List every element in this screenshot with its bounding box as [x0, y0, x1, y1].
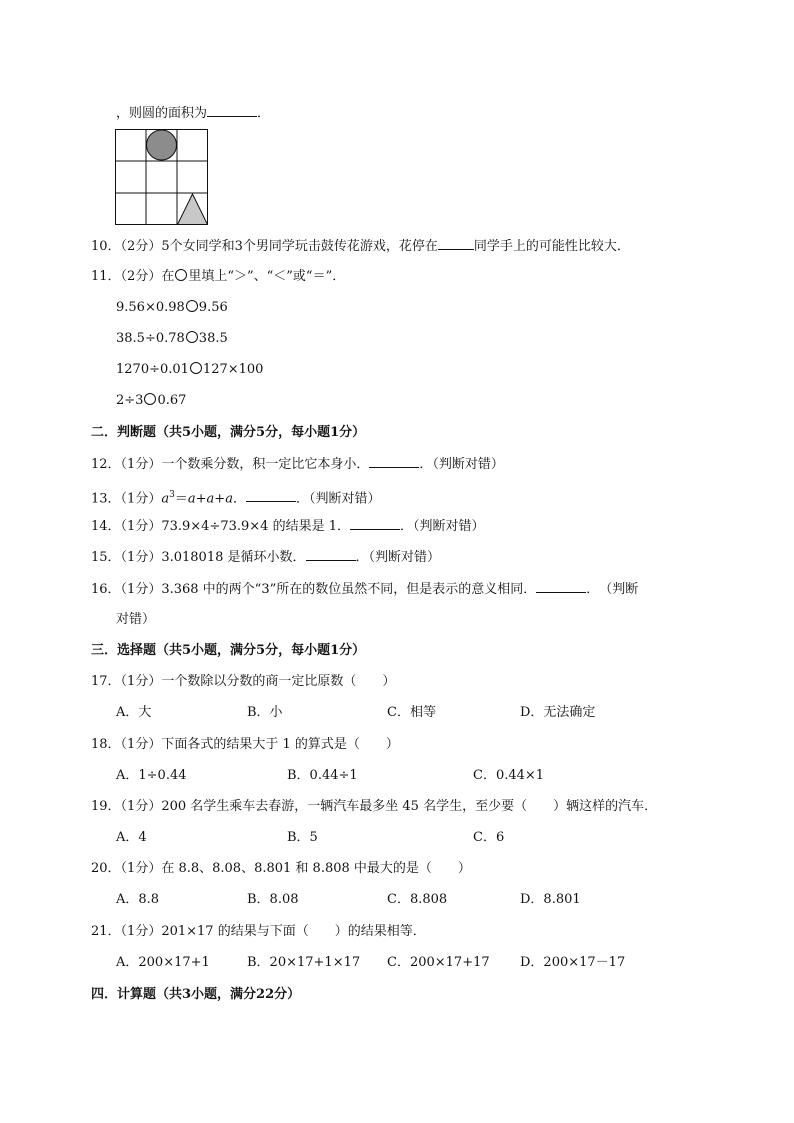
q13-answer-blank	[246, 489, 296, 502]
q18-text: 下面各式的结果大于 1 的算式是（ ）	[161, 737, 399, 752]
q17-number: 17．（1分）	[91, 674, 162, 689]
q21-option-c[interactable]: C．200×17+17	[387, 955, 490, 970]
q11-left: 2÷3	[116, 393, 144, 408]
q16-number: 16．（1分）	[91, 582, 162, 597]
q13-term: a	[225, 491, 233, 507]
question-18	[91, 736, 399, 754]
grid-figure	[115, 129, 208, 225]
compare-circle-icon	[144, 393, 156, 405]
q14-answer-blank	[350, 517, 400, 530]
grid-figure-svg	[115, 129, 208, 225]
q19-option-a[interactable]: A．4	[116, 830, 147, 845]
question-14	[91, 517, 485, 536]
question-21	[91, 923, 426, 941]
q12-number: 12．（1分）	[91, 457, 162, 472]
q20-option-d[interactable]: D．8.801	[520, 892, 581, 907]
q13-term: a	[187, 491, 196, 507]
question-15	[91, 548, 440, 567]
q13-var: a	[161, 491, 170, 507]
q18-option-c[interactable]: C．0.44×1	[473, 768, 545, 783]
compare-circle-icon	[186, 300, 198, 312]
q16-tail: ． （判断	[586, 582, 639, 597]
q20-option-c[interactable]: C．8.808	[387, 892, 448, 907]
q13-period: ．	[232, 491, 246, 507]
q16-continuation: 对错）	[116, 612, 156, 627]
question-11	[91, 268, 345, 286]
q13-plus: +	[195, 491, 207, 507]
q19-number: 19．（1分）	[91, 799, 162, 814]
q11-left: 1270÷0.01	[116, 362, 189, 377]
question-20	[91, 860, 471, 878]
q18-number: 18．（1分）	[91, 737, 162, 752]
triangle-shape	[178, 194, 208, 225]
q9-tail-line	[116, 104, 270, 123]
section-2-heading: 二．判断题（共5小题，满分5分，每小题1分）	[91, 425, 366, 440]
q11-left: 38.5÷0.78	[116, 331, 185, 346]
question-10	[91, 237, 630, 256]
q19-text: 200 名学生乘车去春游，一辆汽车最多坐 45 名学生，至少要（ ）辆这样的汽车．	[161, 799, 658, 814]
q11-row	[116, 361, 263, 379]
q10-text-end: 同学手上的可能性比较大．	[473, 239, 630, 254]
q21-option-b[interactable]: B．20×17+1×17	[247, 955, 361, 970]
circle-shape	[147, 130, 177, 160]
q16-text: 3.368 中的两个“3”所在的数位虽然不同，但是表示的意义相同．	[161, 582, 537, 597]
q20-option-a[interactable]: A．8.8	[116, 892, 160, 907]
q9-text: ，则圆的面积为	[116, 106, 208, 121]
question-16	[91, 580, 638, 599]
q17-option-d[interactable]: D．无法确定	[520, 705, 596, 720]
q19-option-b[interactable]: B．5	[287, 830, 318, 845]
section-4-heading: 四．计算题（共3小题，满分22分）	[91, 987, 301, 1002]
q11-right: 127×100	[202, 362, 264, 377]
question-13	[91, 486, 380, 508]
q17-option-b[interactable]: B．小	[247, 705, 283, 720]
question-17	[91, 673, 395, 691]
q15-answer-blank	[306, 548, 356, 561]
q11-text: 里填上“＞”、“＜”或“＝”．	[188, 269, 346, 284]
q10-text: 5个女同学和3个男同学玩击鼓传花游戏，花停在	[161, 239, 438, 254]
q14-tail: ．（判断对错）	[399, 519, 485, 534]
q14-number: 14．（1分）	[91, 519, 162, 534]
q11-text-pre: 在	[161, 269, 175, 284]
q9-text-end: ．	[257, 106, 271, 121]
q13-tail: ．（判断对错）	[295, 491, 381, 507]
q20-number: 20．（1分）	[91, 861, 162, 876]
q12-answer-blank	[369, 455, 419, 468]
q11-right: 38.5	[198, 331, 228, 346]
q10-answer-blank	[438, 237, 474, 250]
question-19	[91, 798, 657, 816]
q17-text: 一个数除以分数的商一定比原数（ ）	[161, 674, 396, 689]
q20-text: 在 8.8、8.08、8.801 和 8.808 中最大的是（ ）	[161, 861, 471, 876]
q21-option-a[interactable]: A．200×17+1	[116, 955, 210, 970]
q15-text: 3.018018 是循环小数．	[161, 550, 306, 565]
q21-number: 21．（1分）	[91, 924, 162, 939]
q19-option-c[interactable]: C．6	[473, 830, 505, 845]
q13-exponent: 3	[169, 490, 175, 500]
q13-plus: +	[214, 491, 226, 507]
q11-row	[116, 392, 186, 410]
q18-option-a[interactable]: A．1÷0.44	[116, 768, 187, 783]
q18-option-b[interactable]: B．0.44÷1	[287, 768, 358, 783]
q20-option-b[interactable]: B．8.08	[247, 892, 299, 907]
q15-number: 15．（1分）	[91, 550, 162, 565]
q13-eq: ＝	[174, 491, 188, 507]
q17-option-a[interactable]: A．大	[116, 705, 152, 720]
compare-circle-icon	[190, 362, 202, 374]
q13-number: 13．（1分）	[91, 491, 162, 507]
compare-circle-icon	[175, 269, 187, 281]
q11-row	[116, 330, 228, 348]
q11-left: 9.56×0.98	[116, 300, 185, 315]
q21-option-d[interactable]: D．200×17－17	[520, 955, 626, 970]
q11-right: 9.56	[198, 300, 228, 315]
q11-number: 11．（2分）	[91, 269, 162, 284]
q21-text: 201×17 的结果与下面（ ）的结果相等．	[161, 924, 426, 939]
q12-tail: ．（判断对错）	[419, 457, 504, 472]
q11-row	[116, 299, 228, 317]
q10-number: 10．（2分）	[91, 239, 162, 254]
compare-circle-icon	[186, 331, 198, 343]
q13-term: a	[206, 491, 215, 507]
q15-tail: ．（判断对错）	[355, 550, 441, 565]
q12-text: 一个数乘分数，积一定比它本身小．	[161, 457, 370, 472]
q16-answer-blank	[536, 580, 586, 593]
q11-right: 0.67	[157, 393, 187, 408]
q14-text: 73.9×4÷73.9×4 的结果是 1．	[161, 519, 350, 534]
question-12	[91, 455, 504, 474]
section-3-heading: 三．选择题（共5小题，满分5分，每小题1分）	[91, 643, 366, 658]
q9-answer-blank	[207, 104, 257, 117]
q17-option-c[interactable]: C．相等	[387, 705, 436, 720]
